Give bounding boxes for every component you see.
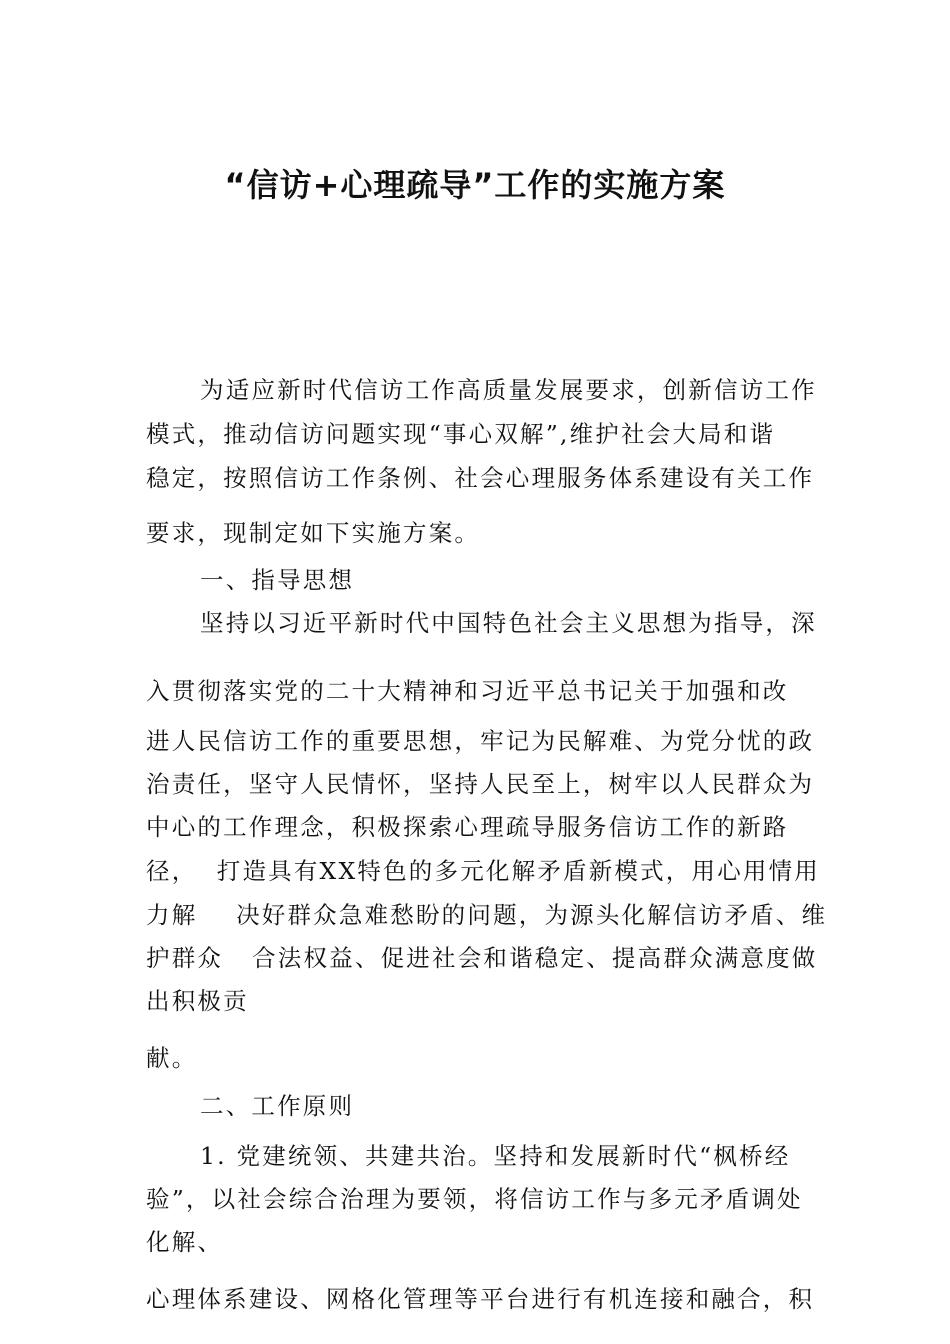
- section-heading: 二、工作原则: [200, 1092, 355, 1120]
- body-line: 要求，现制定如下实施方案。: [146, 519, 481, 547]
- document-title: “信访+心理疏导”工作的实施方案: [224, 166, 726, 204]
- body-line: 治责任，坚守人民情怀，坚持人民至上，树牢以人民群众为: [146, 770, 815, 798]
- body-line: 中心的工作理念，积极探索心理疏导服务信访工作的新路: [146, 813, 789, 841]
- body-line: 模式，推动信访问题实现“事心双解”,维护社会大局和谐: [146, 420, 776, 448]
- body-line: 心理体系建设、网格化管理等平台进行有机连接和融合，积: [146, 1285, 815, 1313]
- body-line: 为适应新时代信访工作高质量发展要求，创新信访工作: [200, 376, 817, 404]
- body-line: 献。: [146, 1044, 198, 1072]
- body-line: 出积极贡: [146, 987, 249, 1015]
- body-line: 稳定，按照信访工作条例、社会心理服务体系建设有关工作: [146, 464, 815, 492]
- body-line: 坚持以习近平新时代中国特色社会主义思想为指导，深: [200, 609, 817, 637]
- body-line: 进人民信访工作的重要思想，牢记为民解难、为党分忧的政: [146, 727, 815, 755]
- body-line: 护群众 合法权益、促进社会和谐稳定、提高群众满意度做: [146, 944, 818, 972]
- body-line: 力解 决好群众急难愁盼的问题，为源头化解信访矛盾、维: [146, 901, 828, 929]
- body-line: 径， 打造具有XX特色的多元化解矛盾新模式，用心用情用: [146, 857, 820, 885]
- body-line: 化解、: [146, 1228, 224, 1256]
- body-line: 1. 党建统领、共建共治。坚持和发展新时代“枫桥经: [200, 1142, 791, 1170]
- body-line: 入贯彻落实党的二十大精神和习近平总书记关于加强和改: [146, 677, 789, 705]
- body-line: 验”，以社会综合治理为要领，将信访工作与多元矛盾调处: [146, 1185, 803, 1213]
- section-heading: 一、指导思想: [200, 566, 355, 594]
